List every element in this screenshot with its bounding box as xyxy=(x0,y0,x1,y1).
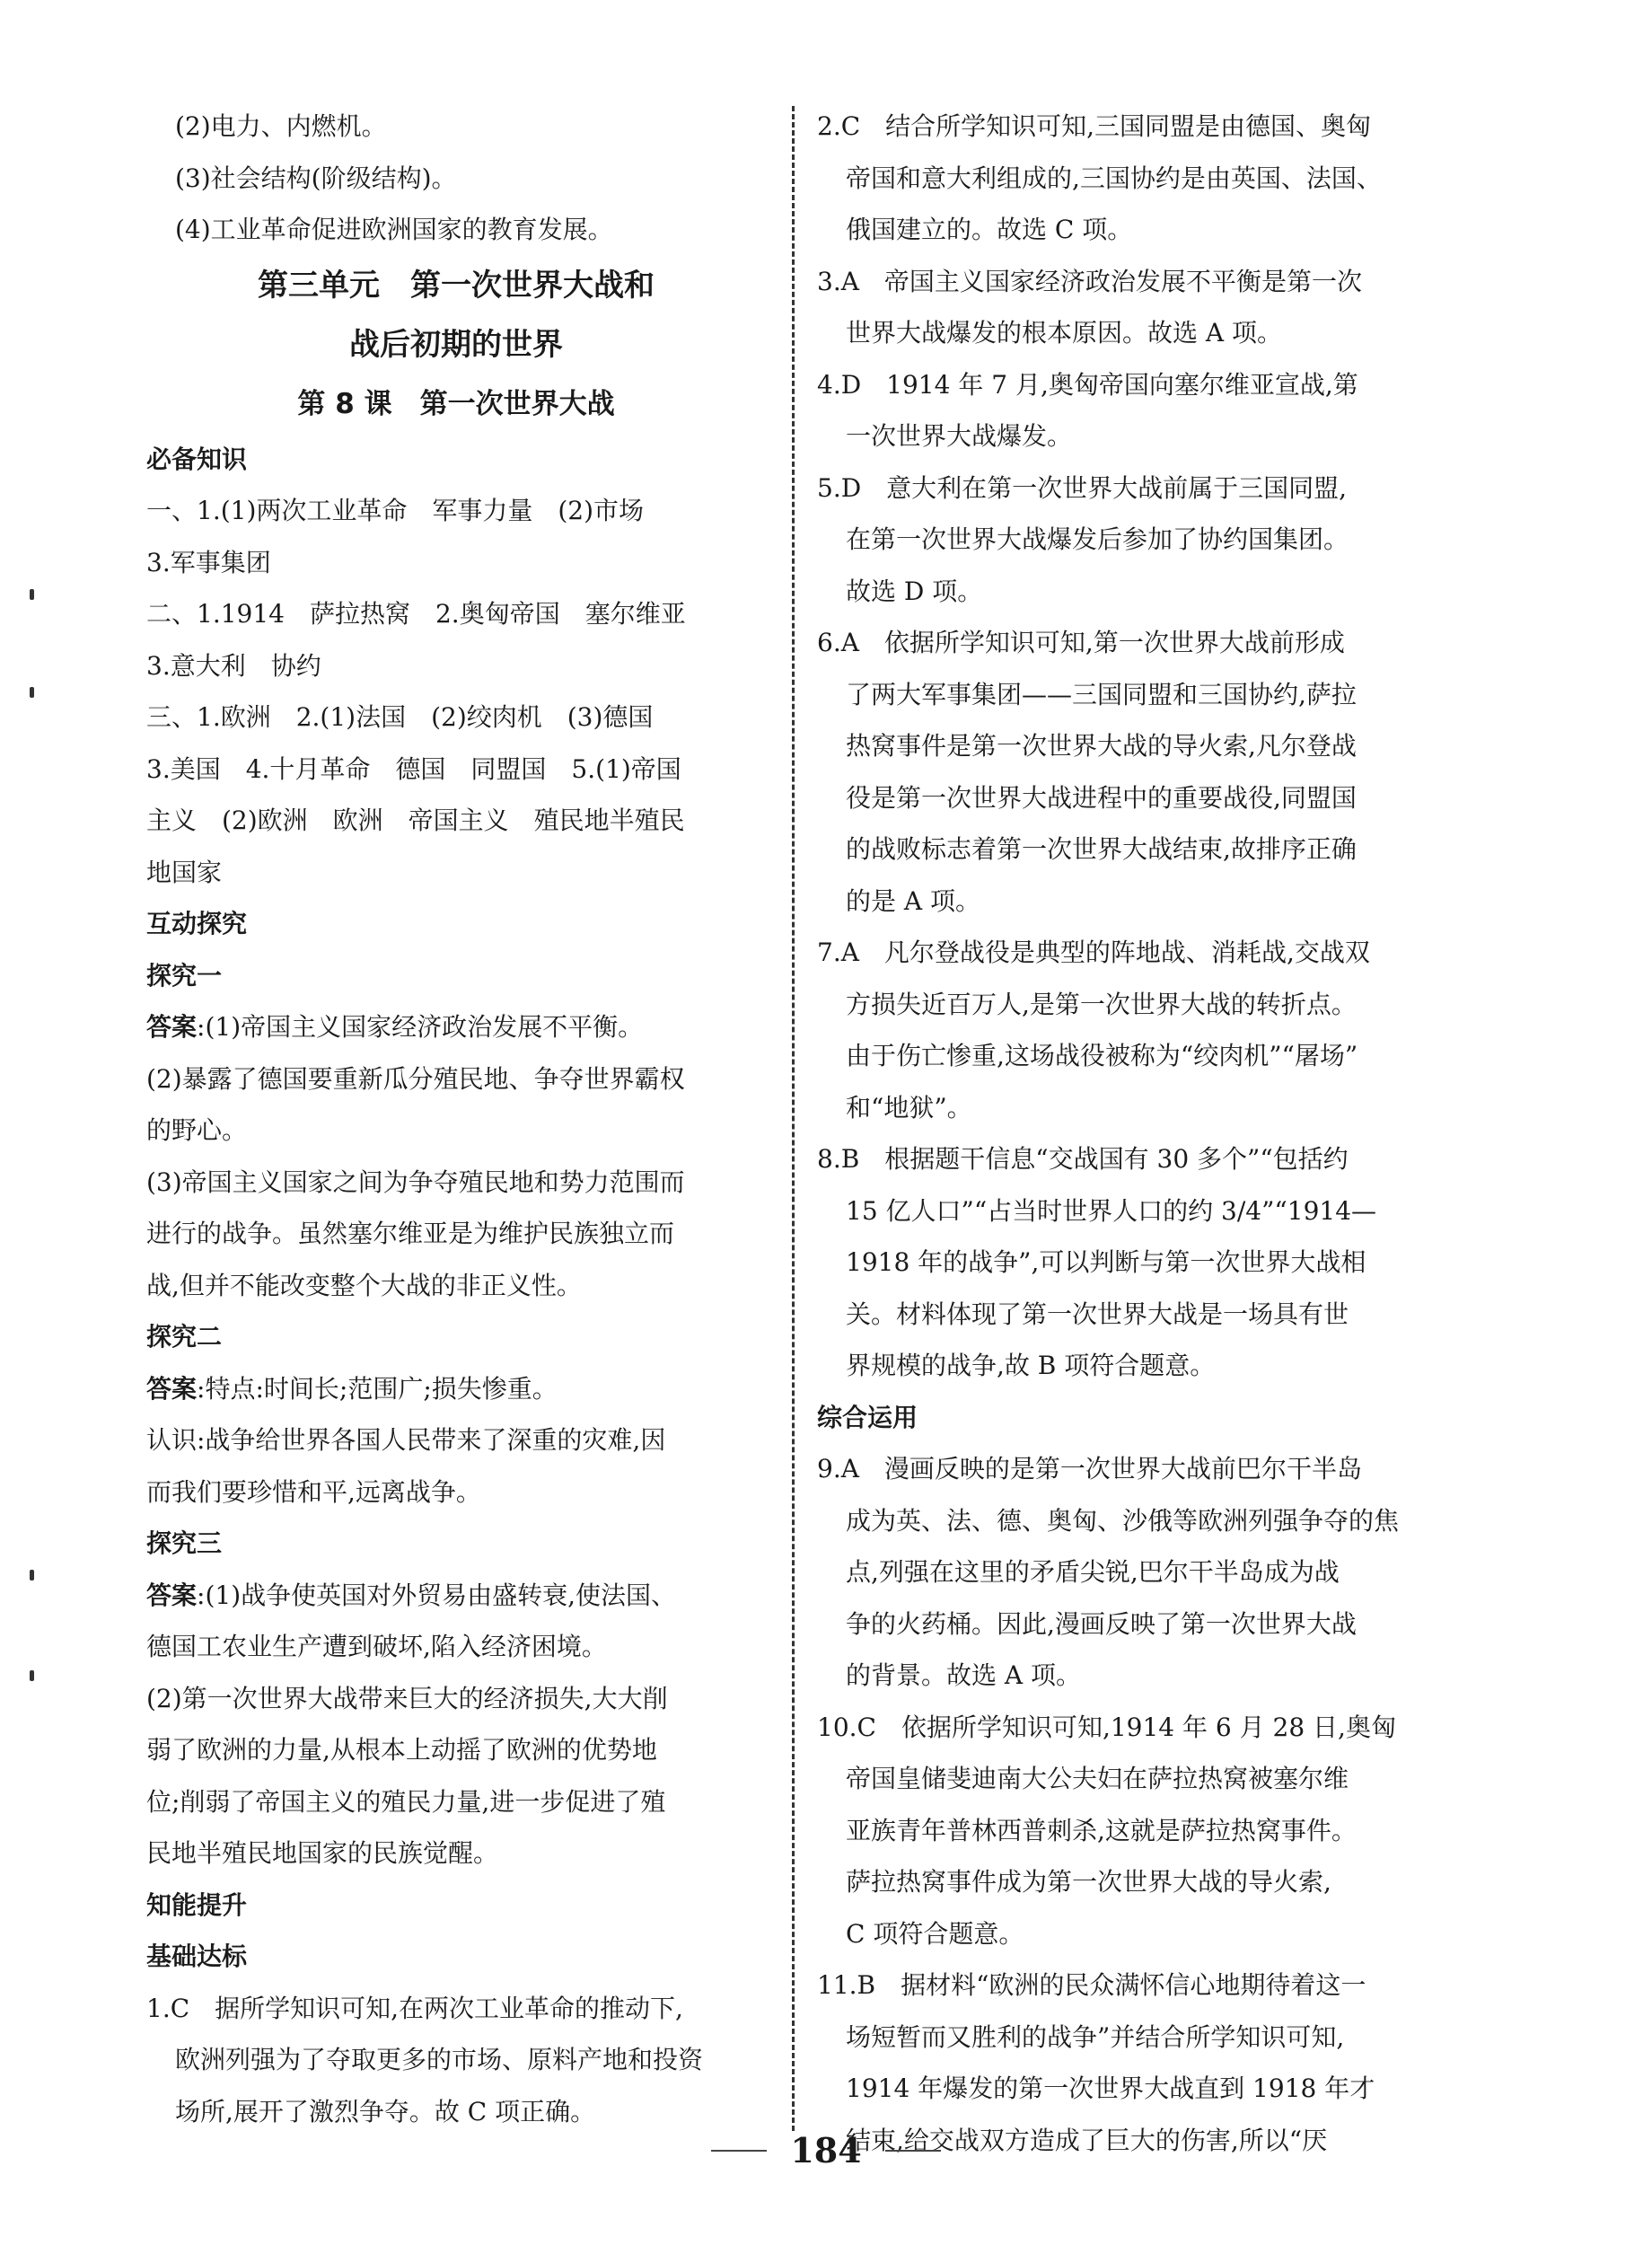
question-10-line: 10.C 依据所学知识可知,1914 年 6 月 28 日,奥匈 xyxy=(817,1712,1396,1742)
answer-label: 答案 xyxy=(146,1373,198,1404)
question-6-line: 了两大军事集团——三国同盟和三国协约,萨拉 xyxy=(846,679,1357,709)
bibei-line: 3.军事集团 xyxy=(146,547,271,577)
scan-mark xyxy=(30,687,34,698)
question-9-line: 9.A 漫画反映的是第一次世界大战前巴尔干半岛 xyxy=(817,1454,1362,1484)
unit-subtitle: 战后初期的世界 xyxy=(349,326,563,363)
left-column xyxy=(146,101,766,2137)
question-8-line: 15 亿人口”“占当时世界人口的约 3/4”“1914— xyxy=(846,1195,1377,1226)
tanjiu-1-line: (2)暴露了德国要重新瓜分殖民地、争夺世界霸权 xyxy=(146,1063,685,1094)
question-9-line: 争的火药桶。因此,漫画反映了第一次世界大战 xyxy=(846,1608,1357,1639)
question-1-line: 欧洲列强为了夺取更多的市场、原料产地和投资 xyxy=(175,2045,704,2074)
question-2-line: 2.C 结合所学知识可知,三国同盟是由德国、奥匈 xyxy=(817,111,1372,141)
tanjiu-3-line: 民地半殖民地国家的民族觉醒。 xyxy=(146,1838,499,1868)
tanjiu-3-title: 探究三 xyxy=(146,1528,223,1558)
bibei-line: 地国家 xyxy=(146,857,223,887)
question-9-line: 成为英、法、德、奥匈、沙俄等欧洲列强争夺的焦 xyxy=(846,1505,1400,1536)
intro-line: (4)工业革命促进欧洲国家的教育发展。 xyxy=(175,215,613,244)
bibei-line: 一、1.(1)两次工业革命 军事力量 (2)市场 xyxy=(146,496,645,525)
question-2-line: 俄国建立的。故选 C 项。 xyxy=(846,215,1133,244)
question-7-line: 7.A 凡尔登战役是典型的阵地战、消耗战,交战双 xyxy=(817,938,1370,967)
tanjiu-3-line: 弱了欧洲的力量,从根本上动摇了欧洲的优势地 xyxy=(146,1735,657,1765)
section-heading-hudong: 互动探究 xyxy=(146,909,248,938)
question-2-line: 帝国和意大利组成的,三国协约是由英国、法国、 xyxy=(846,163,1382,193)
bibei-line: 3.美国 4.十月革命 德国 同盟国 5.(1)帝国 xyxy=(146,753,681,784)
question-6-line: 的是 A 项。 xyxy=(846,885,981,916)
question-6-line: 的战败标志着第一次世界大战结束,故排序正确 xyxy=(846,834,1357,864)
section-heading-jichu: 基础达标 xyxy=(146,1941,248,1971)
question-10-line: C 项符合题意。 xyxy=(846,1918,1024,1949)
bibei-line: 三、1.欧洲 2.(1)法国 (2)绞肉机 (3)德国 xyxy=(146,702,654,732)
answer-text: :特点:时间长;范围广;损失惨重。 xyxy=(197,1373,558,1404)
tanjiu-2-line: 认识:战争给世界各国人民带来了深重的灾难,因 xyxy=(146,1425,666,1455)
question-3-line: 3.A 帝国主义国家经济政治发展不平衡是第一次 xyxy=(817,266,1362,296)
section-heading-zonghe: 综合运用 xyxy=(817,1402,918,1432)
question-6-line: 热窝事件是第一次世界大战的导火索,凡尔登战 xyxy=(846,731,1357,761)
question-8-line: 关。材料体现了第一次世界大战是一场具有世 xyxy=(846,1299,1349,1329)
column-divider xyxy=(792,106,795,2131)
question-10-line: 帝国皇储斐迪南大公夫妇在萨拉热窝被塞尔维 xyxy=(846,1764,1349,1793)
tanjiu-1-line: 进行的战争。虽然塞尔维亚是为维护民族独立而 xyxy=(146,1219,675,1248)
tanjiu-1-line: (3)帝国主义国家之间为争夺殖民地和势力范围而 xyxy=(146,1167,685,1197)
question-8-line: 1918 年的战争”,可以判断与第一次世界大战相 xyxy=(846,1247,1366,1277)
question-5-line: 在第一次世界大战爆发后参加了协约国集团。 xyxy=(846,524,1349,554)
question-8-line: 界规模的战争,故 B 项符合题意。 xyxy=(846,1351,1216,1380)
question-3-line: 世界大战爆发的根本原因。故选 A 项。 xyxy=(846,318,1283,348)
bibei-line: 3.意大利 协约 xyxy=(146,650,321,681)
section-heading-bibei: 必备知识 xyxy=(146,444,248,474)
tanjiu-1-line: 的野心。 xyxy=(146,1115,248,1145)
page-footer xyxy=(0,2130,1652,2170)
intro-line: (2)电力、内燃机。 xyxy=(175,111,387,141)
bibei-line: 二、1.1914 萨拉热窝 2.奥匈帝国 塞尔维亚 xyxy=(146,599,686,629)
question-9-line: 点,列强在这里的矛盾尖锐,巴尔干半岛成为战 xyxy=(846,1557,1340,1587)
bibei-line: 主义 (2)欧洲 欧洲 帝国主义 殖民地半殖民 xyxy=(146,806,685,835)
answer-text: :(1)战争使英国对外贸易由盛转衰,使法国、 xyxy=(197,1580,677,1610)
question-6-line: 6.A 依据所学知识可知,第一次世界大战前形成 xyxy=(817,628,1345,657)
section-heading-zhineng: 知能提升 xyxy=(146,1889,248,1920)
tanjiu-3-line: 德国工农业生产遭到破坏,陷入经济困境。 xyxy=(146,1632,607,1661)
tanjiu-1-title: 探究一 xyxy=(146,960,223,991)
tanjiu-2-line: 而我们要珍惜和平,远离战争。 xyxy=(146,1476,481,1507)
intro-line: (3)社会结构(阶级结构)。 xyxy=(175,163,457,193)
lesson-title: 第 8 课 第一次世界大战 xyxy=(297,387,615,420)
question-1-line: 场所,展开了激烈争夺。故 C 项正确。 xyxy=(175,2096,596,2126)
question-5-line: 故选 D 项。 xyxy=(846,576,983,606)
question-1-line: 1.C 据所学知识可知,在两次工业革命的推动下, xyxy=(146,1993,683,2023)
question-9-line: 的背景。故选 A 项。 xyxy=(846,1660,1082,1690)
unit-title: 第三单元 第一次世界大战和 xyxy=(258,267,655,304)
question-11-line: 场短暂而又胜利的战争”并结合所学知识可知, xyxy=(846,2021,1345,2052)
question-7-line: 方损失近百万人,是第一次世界大战的转折点。 xyxy=(846,989,1357,1019)
question-4-line: 一次世界大战爆发。 xyxy=(846,421,1073,451)
answer-label: 答案 xyxy=(146,1012,198,1042)
right-column xyxy=(817,101,1450,2166)
tanjiu-3-answer xyxy=(146,1570,766,1622)
question-7-line: 由于伤亡惨重,这场战役被称为“绞肉机”“屠场” xyxy=(846,1041,1358,1070)
tanjiu-2-title: 探究二 xyxy=(146,1322,223,1352)
question-11-line: 1914 年爆发的第一次世界大战直到 1918 年才 xyxy=(846,2074,1375,2103)
question-5-line: 5.D 意大利在第一次世界大战前属于三国同盟, xyxy=(817,472,1348,503)
question-11-line: 结束,给交战双方造成了巨大的伤害,所以“厌 xyxy=(846,2125,1328,2155)
tanjiu-1-line: 战,但并不能改变整个大战的非正义性。 xyxy=(146,1270,582,1300)
scan-mark xyxy=(30,589,34,600)
tanjiu-3-line: 位;削弱了帝国主义的殖民力量,进一步促进了殖 xyxy=(146,1786,666,1817)
answer-label: 答案 xyxy=(146,1580,198,1610)
question-7-line: 和“地狱”。 xyxy=(846,1092,972,1123)
question-6-line: 役是第一次世界大战进程中的重要战役,同盟国 xyxy=(846,782,1357,813)
question-10-line: 亚族青年普林西普刺杀,这就是萨拉热窝事件。 xyxy=(846,1815,1357,1845)
tanjiu-3-line: (2)第一次世界大战带来巨大的经济损失,大大削 xyxy=(146,1683,668,1713)
footer-dash xyxy=(711,2150,767,2152)
question-11-line: 11.B 据材料“欧洲的民众满怀信心地期待着这一 xyxy=(817,1970,1366,2000)
tanjiu-2-answer xyxy=(146,1363,766,1415)
answer-text: :(1)帝国主义国家经济政治发展不平衡。 xyxy=(197,1012,644,1042)
question-10-line: 萨拉热窝事件成为第一次世界大战的导火索, xyxy=(846,1867,1331,1897)
scan-mark xyxy=(30,1670,34,1681)
question-4-line: 4.D 1914 年 7 月,奥匈帝国向塞尔维亚宣战,第 xyxy=(817,369,1358,400)
tanjiu-1-answer xyxy=(146,1001,766,1053)
question-8-line: 8.B 根据题干信息“交战国有 30 多个”“包括约 xyxy=(817,1144,1349,1174)
scan-mark xyxy=(30,1570,34,1580)
footer-dash xyxy=(885,2150,941,2152)
page-number: 184 xyxy=(790,2130,862,2170)
